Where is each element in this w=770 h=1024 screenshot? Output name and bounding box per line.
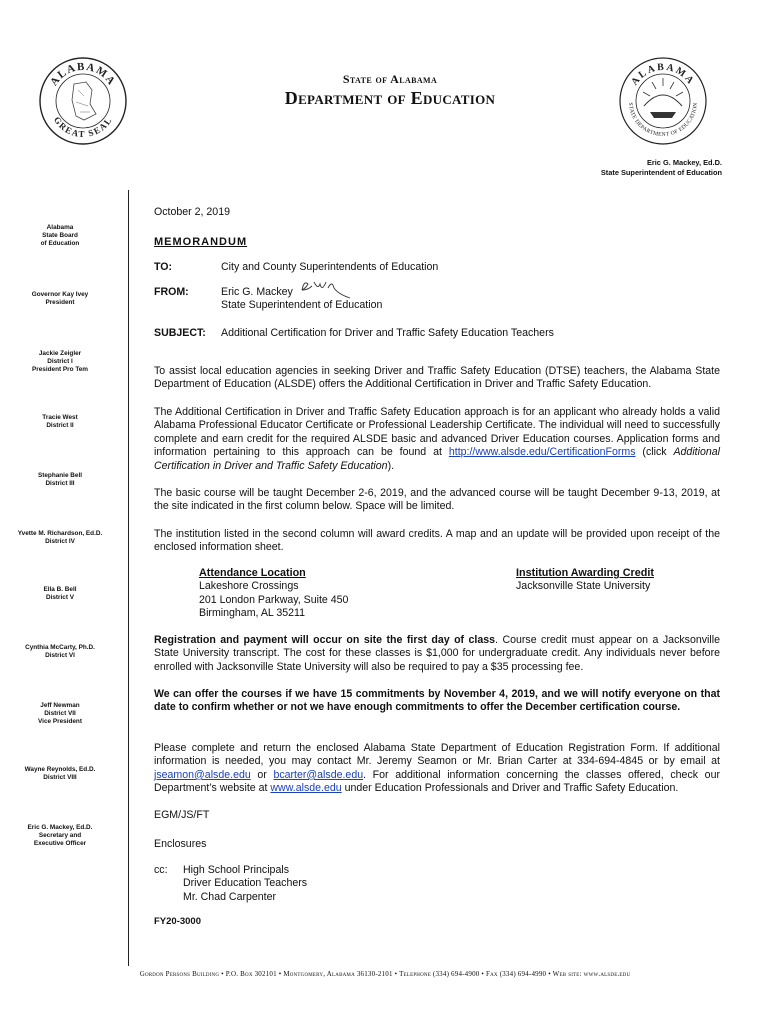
to-label: TO: bbox=[154, 261, 173, 273]
board-member bbox=[4, 414, 116, 430]
paragraph-text: under Education Professionals and Driver and Traffic Safety Education. bbox=[341, 782, 679, 795]
to-value: City and County Superintendents of Education bbox=[221, 261, 439, 273]
website-link[interactable]: www.alsde.edu bbox=[270, 782, 342, 795]
from-title: State Superintendent of Education bbox=[221, 299, 383, 312]
attendance-line: Lakeshore Crossings bbox=[199, 580, 299, 593]
cc-item: Mr. Chad Carpenter bbox=[183, 890, 277, 903]
member-role: District VI bbox=[45, 652, 75, 659]
board-member bbox=[4, 702, 116, 726]
member-role: Secretary and bbox=[38, 832, 82, 839]
member-role: District V bbox=[45, 594, 75, 601]
from-name: Eric G. Mackey bbox=[221, 286, 293, 298]
email-link-seamon[interactable]: jseamon@alsde.edu bbox=[154, 768, 251, 781]
subject-value: Additional Certification for Driver and Traffic Safety Education Teachers bbox=[221, 327, 554, 339]
institution-title: Institution Awarding Credit bbox=[516, 567, 654, 579]
email-link-carter[interactable]: bcarter@alsde.edu bbox=[273, 768, 364, 781]
member-role: District IV bbox=[45, 538, 75, 545]
registration-bold: Registration and payment will occur on site the first day of class bbox=[154, 634, 496, 646]
cc-list bbox=[183, 864, 307, 904]
state-department-seal bbox=[618, 56, 708, 146]
board-title-line: Alabama bbox=[46, 224, 74, 231]
member-name: Yvette M. Richardson, Ed.D. bbox=[17, 530, 103, 537]
right-seal-top-text: ALABAMA bbox=[629, 61, 697, 88]
board-title bbox=[4, 224, 116, 248]
member-role: President Pro Tem bbox=[32, 366, 88, 373]
from-label: FROM: bbox=[154, 286, 189, 298]
board-member bbox=[4, 530, 116, 546]
member-role: District VII bbox=[44, 710, 76, 717]
institution-name: Jacksonville State University bbox=[516, 580, 651, 593]
svg-text:STATE DEPARTMENT OF EDUCATION bbox=[627, 102, 699, 138]
attendance-line: 201 London Parkway, Suite 450 bbox=[199, 593, 349, 606]
attendance-location bbox=[199, 567, 348, 621]
paragraph-text: . For additional information concerning the classes offered, check our Department’s website at bbox=[154, 768, 720, 795]
certification-forms-link[interactable]: http://www.alsde.edu/CertificationForms bbox=[448, 446, 636, 459]
board-member bbox=[4, 766, 116, 782]
paragraph-text: Please complete and return the enclosed Alabama State Department of Education Registration Form. If additional information is needed, you may contact Mr. Jeremy Seamon or Mr. Brian Carter at 334-694-4845 or by email at bbox=[154, 742, 720, 768]
paragraph-italic: Additional Certification in Driver and Traffic Safety Education bbox=[154, 446, 720, 472]
member-role: District I bbox=[47, 358, 73, 365]
board-member bbox=[4, 472, 116, 488]
signature-initials bbox=[298, 276, 354, 300]
board-title-line: State Board bbox=[42, 232, 78, 239]
paragraph-text: The Additional Certification in Driver and Traffic Safety Education approach is for an applicant who already holds a valid Alabama Professional Educator Certificate or Professional Leadership Certificate. The individual will need to successfully complete and earn credit for the required ALSDE basic and advanced Driver Education courses. Application forms and information pertaining to this approach can be found at bbox=[154, 406, 720, 459]
paragraph-text: ). bbox=[387, 459, 395, 472]
paragraph-schedule: The basic course will be taught December 2-6, 2019, and the advanced course will be taught December 9-13, 2019, at the site indicated in the first column below. Space will be limited. bbox=[154, 487, 720, 513]
memo-heading: MEMORANDUM bbox=[154, 236, 248, 248]
sidebar-divider bbox=[128, 190, 129, 966]
left-seal-bottom-text: GREAT SEAL bbox=[51, 114, 115, 140]
paragraph-institution: The institution listed in the second column will award credits. A map and an update will be provided upon receipt of the enclosed information sheet. bbox=[154, 528, 720, 554]
superintendent-block bbox=[601, 158, 722, 178]
member-role: District VIII bbox=[43, 774, 77, 781]
reference-number: FY20-3000 bbox=[154, 916, 202, 927]
alabama-great-seal bbox=[38, 56, 128, 146]
attendance-title: Attendance Location bbox=[199, 567, 306, 579]
svg-text:GREAT SEAL bbox=[52, 115, 114, 139]
member-role: District III bbox=[45, 480, 75, 487]
paragraph-contact bbox=[154, 742, 720, 796]
attendance-line: Birmingham, AL 35211 bbox=[199, 607, 305, 620]
memo-date: October 2, 2019 bbox=[154, 206, 230, 218]
paragraph-approach bbox=[154, 406, 720, 473]
department-title: Department of Education bbox=[284, 88, 496, 108]
member-name: Cynthia McCarty, Ph.D. bbox=[25, 644, 95, 651]
member-name: Tracie West bbox=[42, 414, 78, 421]
member-role: President bbox=[45, 299, 75, 306]
left-seal-top-text: ALABAMA bbox=[47, 60, 119, 89]
board-member bbox=[4, 291, 116, 307]
right-seal-bottom-text: STATE DEPARTMENT OF EDUCATION bbox=[626, 102, 700, 139]
member-name: Jackie Zeigler bbox=[38, 350, 82, 357]
member-role: Vice President bbox=[38, 718, 82, 725]
paragraph-registration bbox=[154, 634, 720, 674]
superintendent-name: Eric G. Mackey, Ed.D. bbox=[646, 158, 722, 167]
cc-item: Driver Education Teachers bbox=[183, 877, 308, 890]
member-name: Governor Kay Ivey bbox=[31, 291, 89, 298]
subject-label: SUBJECT: bbox=[154, 327, 206, 339]
paragraph-text: or bbox=[250, 768, 274, 781]
board-member bbox=[4, 586, 116, 602]
member-name: Stephanie Bell bbox=[37, 472, 83, 479]
paragraph-text: (click bbox=[635, 446, 674, 459]
cc-label: cc: bbox=[154, 864, 168, 876]
paragraph-text: . Course credit must appear on a Jacksonville State University transcript. The cost for these classes is $1,000 for undergraduate credit. Any individuals never before enrolled with Jacksonville State University will also be required to pay a $35 processing fee. bbox=[154, 634, 720, 673]
member-name: Eric G. Mackey, Ed.D. bbox=[27, 824, 93, 831]
paragraph-intro: To assist local education agencies in seeking Driver and Traffic Safety Education (DTSE) teachers, the Alabama State Department of Education (ALSDE) offers the Additional Certification in Driver and Traffic Safety Education. bbox=[154, 365, 720, 391]
member-role: District II bbox=[46, 422, 74, 429]
superintendent-title: State Superintendent of Education bbox=[600, 168, 722, 177]
footer-address: Gordon Persons Building • P.O. Box 302101 • Montgomery, Alabama 36130-2101 • Telephone (334) 694-4900 • Fax (334) 694-4990 • Web site: www.alsde.edu bbox=[139, 970, 631, 978]
enclosures: Enclosures bbox=[154, 838, 207, 850]
board-title-line: of Education bbox=[40, 240, 80, 247]
state-of-alabama: State of Alabama bbox=[342, 72, 438, 86]
board-member bbox=[4, 644, 116, 660]
member-name: Ella B. Bell bbox=[43, 586, 77, 593]
institution-awarding-credit bbox=[516, 567, 654, 594]
member-name: Jeff Newman bbox=[40, 702, 80, 709]
board-member bbox=[4, 824, 116, 848]
paragraph-commitments: We can offer the courses if we have 15 commitments by November 4, 2019, and we will notify everyone on that date to confirm whether or not we have enough commitments to offer the December certification course. bbox=[154, 688, 720, 714]
member-name: Wayne Reynolds, Ed.D. bbox=[24, 766, 96, 773]
board-member bbox=[4, 350, 116, 374]
cc-item: High School Principals bbox=[183, 864, 289, 876]
initials: EGM/JS/FT bbox=[154, 809, 210, 821]
member-role: Executive Officer bbox=[33, 840, 87, 847]
